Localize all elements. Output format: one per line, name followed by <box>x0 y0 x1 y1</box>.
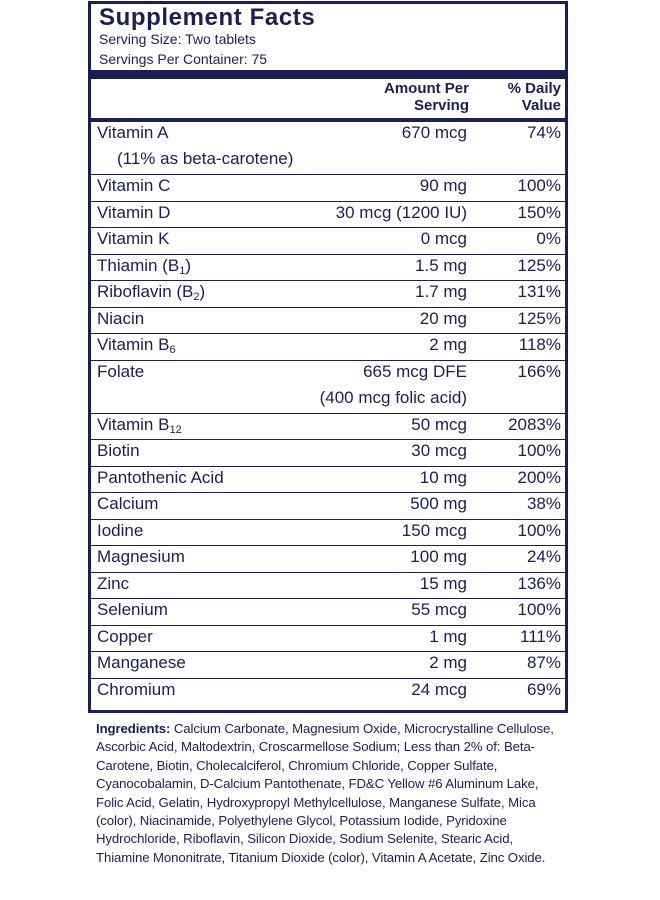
nutrient-daily-value: 111% <box>520 626 561 646</box>
nutrient-daily-value: 125% <box>517 308 561 328</box>
nutrient-name: Calcium <box>97 494 159 513</box>
nutrient-row <box>91 573 565 600</box>
nutrient-row <box>91 281 565 308</box>
nutrient-daily-value: 87% <box>526 653 561 672</box>
nutrient-name: Pantothenic Acid <box>97 467 224 487</box>
nutrient-name: Vitamin A <box>97 123 169 142</box>
nutrient-row <box>91 228 565 255</box>
nutrient-name: Copper <box>97 626 153 646</box>
nutrient-daily-value: 131% <box>517 282 561 301</box>
nutrient-row <box>91 308 565 335</box>
nutrient-name: Thiamin $(B_1)$ <box>97 255 191 277</box>
column-header-dv-line1: % Daily <box>507 80 561 97</box>
nutrient-name: Riboflavin $(B_2)$ <box>97 282 206 303</box>
nutrient-amount: 55 mcg <box>411 600 467 619</box>
nutrient-daily-value: 100% <box>517 441 561 460</box>
column-header-amount-line2: Serving <box>413 97 469 114</box>
nutrient-amount: 30 mcg <box>411 441 467 460</box>
nutrient-name: Folate <box>97 361 145 381</box>
supplement-facts-panel <box>88 1 568 713</box>
nutrient-amount: 500 mg <box>410 494 467 513</box>
nutrient-amount: 50 mcg <box>411 414 467 434</box>
nutrient-row <box>91 361 565 414</box>
nutrient-amount: 1.7 mg <box>415 282 467 301</box>
nutrient-amount: 20 mg <box>419 308 467 328</box>
ingredients-text: Calcium Carbonate, Magnesium Oxide, Microcrystalline Cellulose, Ascorbic Acid, Maltodextrin, Croscarmellose Sodium; Less than 2% of: Beta-Carotene, Biotin, Cholecalciferol, Chromium Chloride, Copper Sulfate, Cyanocobalamin, D-Calcium Pantothenate, FD&C Yellow #6 Aluminum Lake, Folic Acid, Gelatin, Hydroxypropyl Methylcellulose, Manganese Sulfate, Mica (color), Niacinamide, Polyethylene Glycol, Potassium Iodide, Pyridoxine Hydrochloride, Riboflavin, Silicon Dioxide, Sodium Selenite, Stearic Acid, Thiamine Mononitrate, Titanium Dioxide (color), Vitamin A Acetate, Zinc Oxide. <box>96 721 554 865</box>
nutrient-name: Vitamin K <box>97 229 170 248</box>
nutrient-row <box>91 467 565 494</box>
nutrient-row <box>91 122 565 175</box>
nutrient-amount: 30 mcg (1200 IU) <box>335 202 467 222</box>
column-header-amount <box>309 80 469 114</box>
column-header-amount-line1: Amount Per <box>383 80 469 97</box>
nutrient-name: Zinc <box>97 573 130 593</box>
nutrient-daily-value: 200% <box>517 467 561 487</box>
nutrient-daily-value: 69% <box>526 679 561 699</box>
nutrient-note: (11% as beta-carotene) <box>117 149 294 168</box>
nutrient-daily-value: 0% <box>536 229 561 248</box>
nutrient-amount: 10 mg <box>419 467 467 487</box>
nutrient-row <box>91 334 565 361</box>
nutrient-daily-value: 125% <box>517 255 561 275</box>
nutrient-row <box>91 440 565 467</box>
ingredients-label: Ingredients: <box>96 721 171 736</box>
nutrient-name: Magnesium <box>97 547 185 566</box>
serving-size: Serving Size: Two tablets <box>99 31 256 47</box>
nutrient-amount-detail: (400 mcg folic acid) <box>319 387 467 407</box>
nutrient-row <box>91 652 565 679</box>
nutrient-daily-value: 100% <box>517 600 561 619</box>
nutrient-amount: 24 mcg <box>411 679 467 699</box>
nutrient-row <box>91 202 565 229</box>
nutrient-amount: 15 mg <box>419 573 467 593</box>
nutrient-row <box>91 175 565 202</box>
nutrient-daily-value: 2083% <box>508 414 561 434</box>
nutrient-amount: 2 mg <box>429 335 467 354</box>
nutrient-name: Niacin <box>97 308 145 328</box>
nutrient-name: Vitamin C <box>97 176 171 195</box>
panel-title: Supplement Facts <box>99 4 316 31</box>
nutrient-amount: 670 mcg <box>401 123 467 142</box>
nutrient-amount: 100 mg <box>410 547 467 566</box>
nutrient-name: Selenium <box>97 600 168 619</box>
nutrient-amount: 0 mcg <box>420 229 467 248</box>
nutrient-row <box>91 255 565 282</box>
nutrient-amount: 665 mcg DFE <box>363 361 467 381</box>
nutrient-daily-value: 38% <box>526 494 561 513</box>
nutrient-row <box>91 414 565 441</box>
nutrient-amount: 90 mg <box>419 176 467 195</box>
column-header-dv-line2: Value <box>521 97 561 114</box>
nutrient-row <box>91 520 565 547</box>
nutrient-daily-value: 74% <box>526 123 561 142</box>
nutrient-name: Vitamin $B_{12}$ <box>97 414 182 436</box>
nutrient-amount: 150 mcg <box>401 520 467 540</box>
thick-divider <box>91 70 565 79</box>
nutrient-row <box>91 626 565 653</box>
nutrient-name: Chromium <box>97 679 176 699</box>
nutrient-amount: 1.5 mg <box>415 255 467 275</box>
nutrient-daily-value: 100% <box>517 176 561 195</box>
nutrient-row <box>91 599 565 626</box>
nutrient-row <box>91 493 565 520</box>
column-header-daily-value <box>471 80 561 114</box>
nutrient-daily-value: 24% <box>526 547 561 566</box>
ingredients-block <box>96 720 566 867</box>
nutrient-daily-value: 150% <box>517 202 561 222</box>
nutrient-name: Iodine <box>97 520 144 540</box>
nutrient-row <box>91 679 565 705</box>
nutrient-name: Vitamin $B_6$ <box>97 335 176 356</box>
nutrient-daily-value: 100% <box>517 520 561 540</box>
nutrient-name: Manganese <box>97 653 186 672</box>
nutrient-amount: 2 mg <box>429 653 467 672</box>
nutrient-name: Vitamin D <box>97 202 171 222</box>
nutrient-daily-value: 136% <box>517 573 561 593</box>
nutrient-amount: 1 mg <box>429 626 467 646</box>
servings-per-container: Servings Per Container: 75 <box>99 51 268 67</box>
nutrient-row <box>91 546 565 573</box>
nutrient-daily-value: 166% <box>517 361 561 381</box>
nutrient-daily-value: 118% <box>518 335 561 354</box>
nutrient-name: Biotin <box>97 441 140 460</box>
